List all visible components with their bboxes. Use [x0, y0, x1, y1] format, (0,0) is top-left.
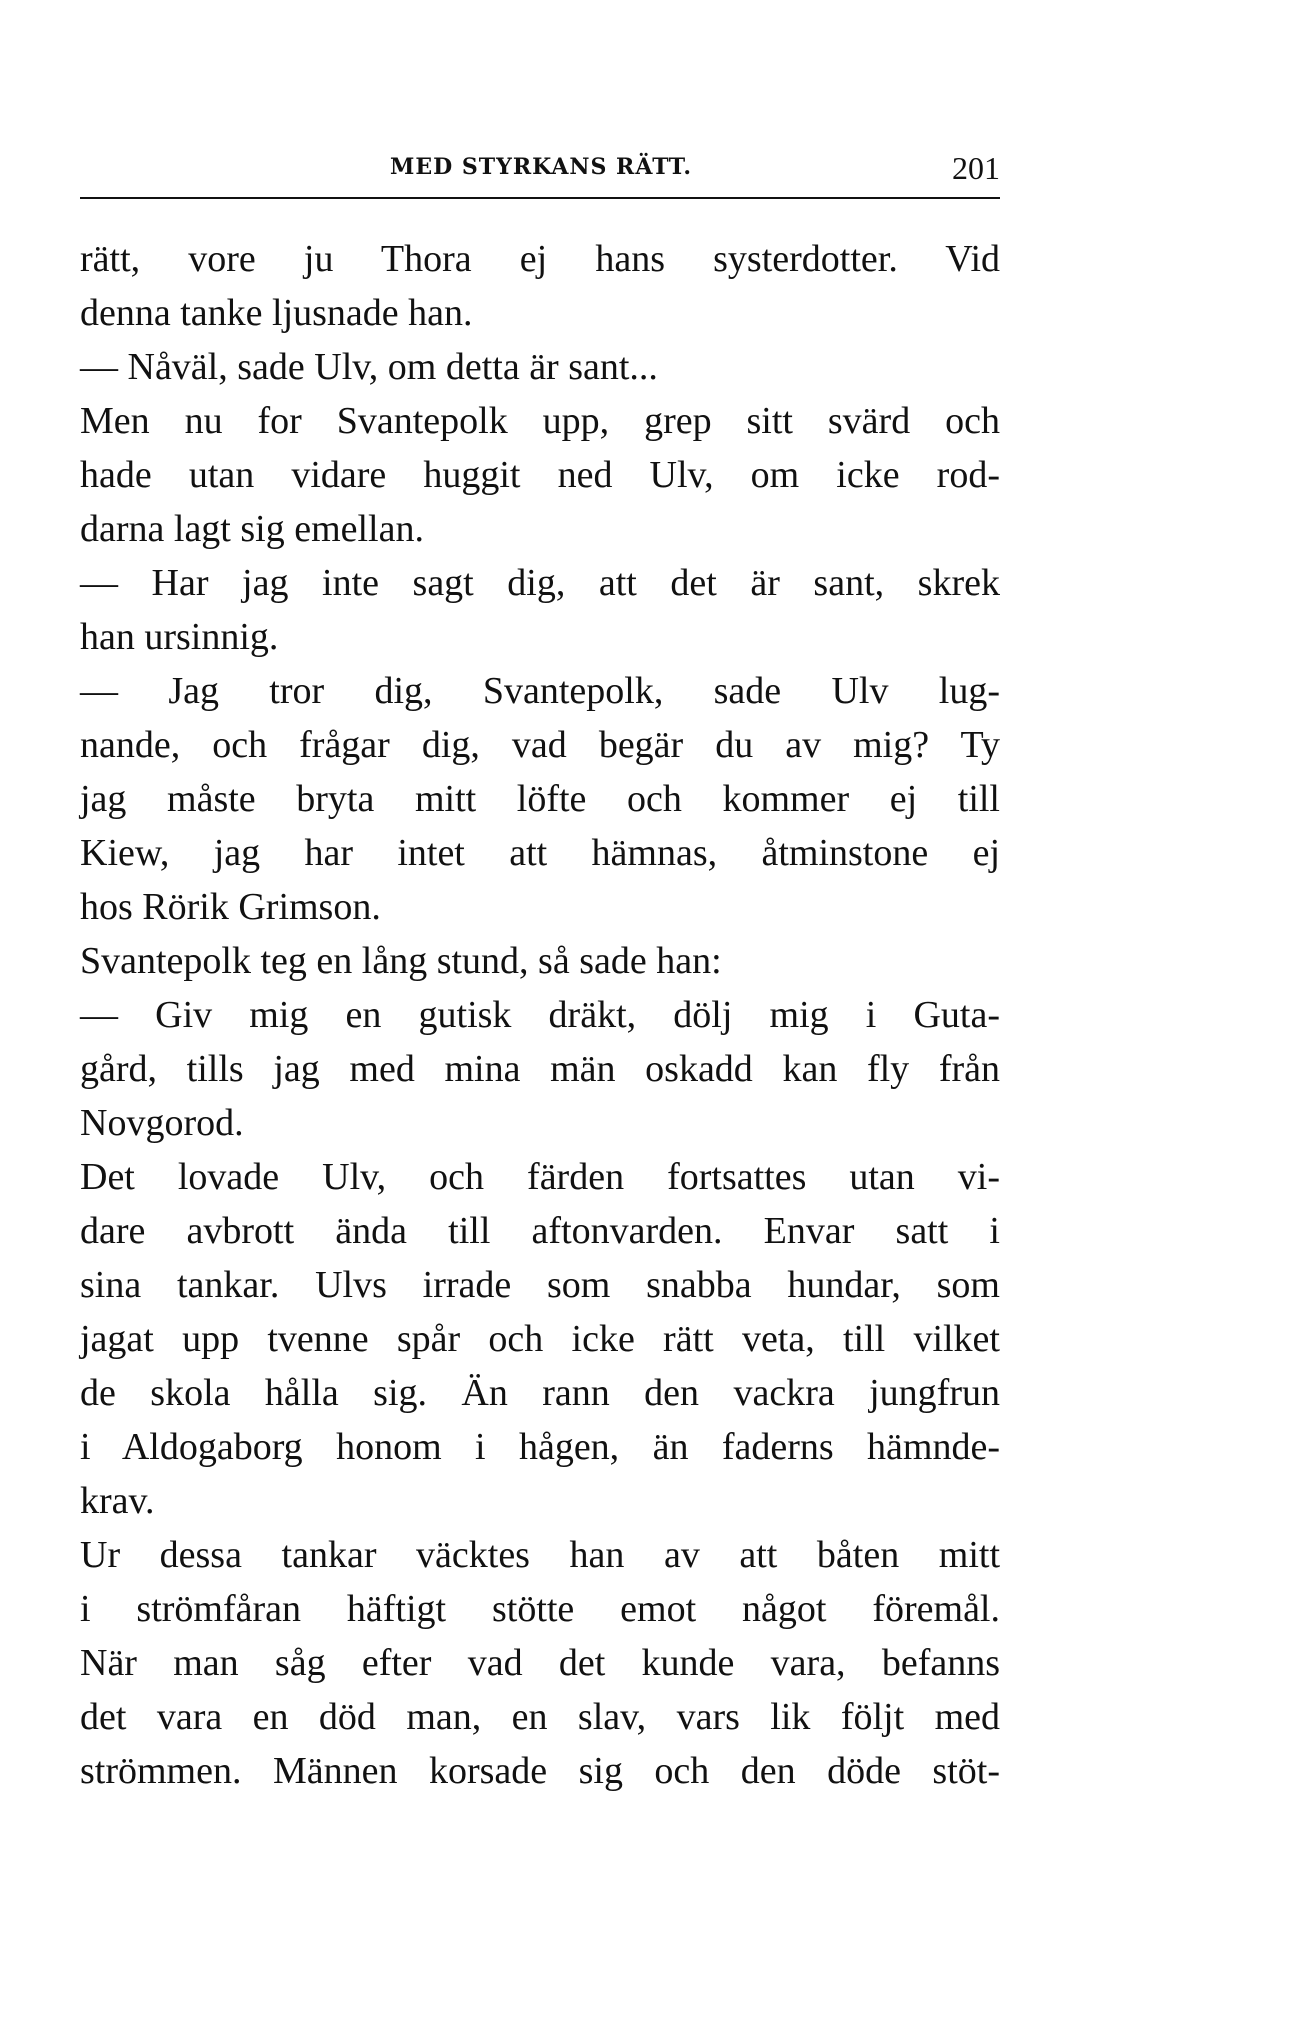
text-line: i Aldogaborg honom i hågen, än faderns hämnde- — [80, 1426, 1000, 1468]
text-line: gård, tills jag med mina män oskadd kan fly från — [80, 1048, 1000, 1090]
text-line: Novgorod. — [80, 1102, 244, 1144]
text-line: När man såg efter vad det kunde vara, befanns — [80, 1642, 1000, 1684]
text-line: krav. — [80, 1480, 155, 1522]
header-rule — [80, 197, 1000, 199]
text-line: nande, och frågar dig, vad begär du av mig? Ty — [80, 724, 1000, 766]
text-line: Men nu for Svantepolk upp, grep sitt svärd och — [80, 400, 1000, 442]
text-line: i strömfåran häftigt stötte emot något föremål. — [80, 1588, 1000, 1630]
text-line: Kiew, jag har intet att hämnas, åtminstone ej — [80, 832, 1000, 874]
text-line: rätt, vore ju Thora ej hans systerdotter. Vid — [80, 238, 1000, 280]
text-line: jagat upp tvenne spår och icke rätt veta, till vilket — [80, 1318, 1000, 1360]
body-text — [80, 232, 1000, 1798]
text-line: dare avbrott ända till aftonvarden. Envar satt i — [80, 1210, 1000, 1252]
text-line: Svantepolk teg en lång stund, så sade han: — [80, 940, 722, 982]
running-head — [80, 150, 1000, 190]
text-line: det vara en död man, en slav, vars lik följt med — [80, 1696, 1000, 1738]
text-line: de skola hålla sig. Än rann den vackra jungfrun — [80, 1372, 1000, 1414]
text-line: hade utan vidare huggit ned Ulv, om icke rod- — [80, 454, 1000, 496]
text-line: jag måste bryta mitt löfte och kommer ej till — [80, 778, 1000, 820]
text-line: sina tankar. Ulvs irrade som snabba hundar, som — [80, 1264, 1000, 1306]
text-line: — Nåväl, sade Ulv, om detta är sant... — [80, 346, 658, 388]
text-line: denna tanke ljusnade han. — [80, 292, 473, 334]
text-line: darna lagt sig emellan. — [80, 508, 424, 550]
text-line: Ur dessa tankar väcktes han av att båten mitt — [80, 1534, 1000, 1576]
text-line: strömmen. Männen korsade sig och den döde stöt- — [80, 1750, 1000, 1792]
text-line: han ursinnig. — [80, 616, 279, 658]
text-line: — Jag tror dig, Svantepolk, sade Ulv lug- — [80, 670, 1000, 712]
text-line: hos Rörik Grimson. — [80, 886, 381, 928]
page-number: 201 — [952, 150, 1000, 186]
running-title: MED STYRKANS RÄTT. — [390, 154, 692, 180]
text-line: Det lovade Ulv, och färden fortsattes utan vi- — [80, 1156, 1000, 1198]
text-line: — Giv mig en gutisk dräkt, dölj mig i Guta- — [80, 994, 1000, 1036]
text-line: — Har jag inte sagt dig, att det är sant, skrek — [80, 562, 1000, 604]
